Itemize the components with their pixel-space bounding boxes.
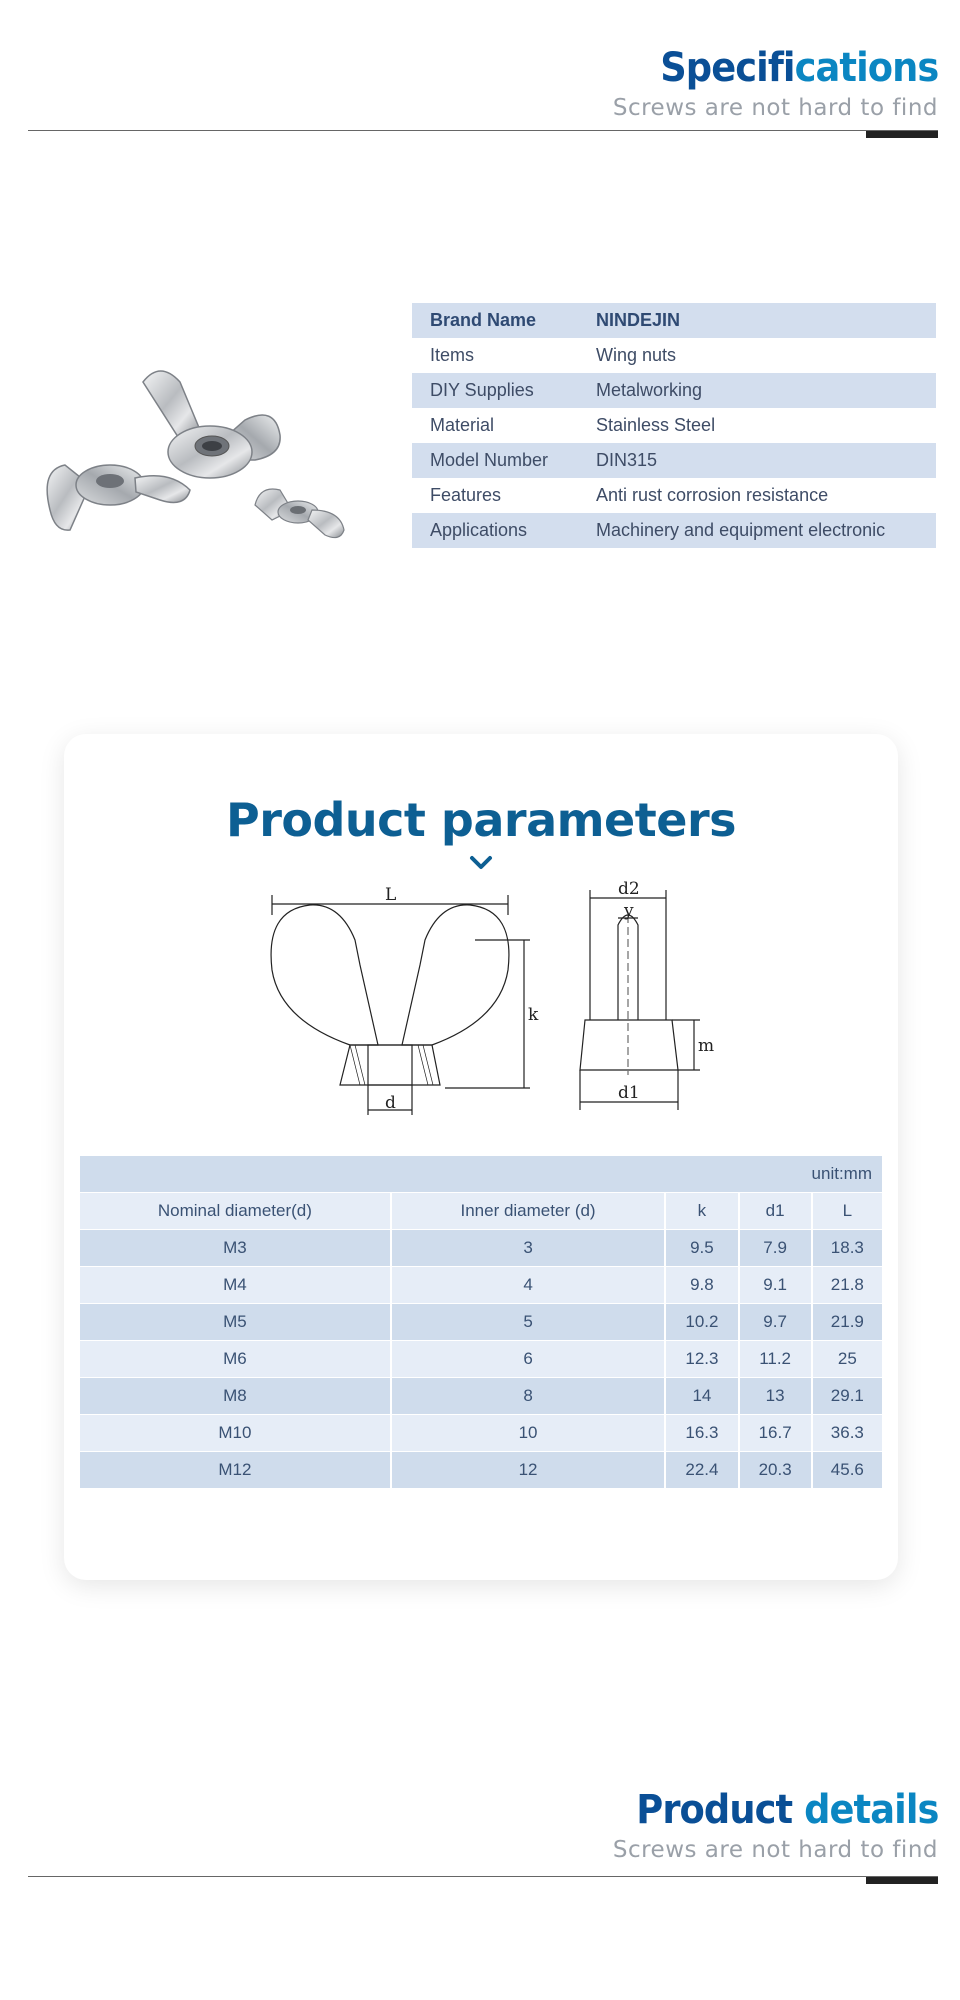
header-cell: d1 [740,1193,813,1230]
table-row [80,1452,882,1489]
header-cell: Inner diameter (d) [392,1193,667,1230]
spec-value: Metalworking [578,373,936,408]
product-details-divider-accent [866,1877,938,1884]
table-cell: 9.7 [740,1304,813,1341]
header-cell: k [666,1193,739,1230]
specifications-title [660,44,938,92]
table-row [80,1230,882,1267]
spec-key: Items [412,338,578,373]
product-details-title [636,1786,938,1834]
specifications-divider [28,130,938,131]
table-cell: M4 [80,1267,392,1304]
label-y: y [624,901,634,921]
table-cell: 5 [392,1304,667,1341]
spec-value: NINDEJIN [578,303,936,338]
spec-value: Machinery and equipment electronic [578,513,936,548]
table-cell: M5 [80,1304,392,1341]
table-cell: 8 [392,1378,667,1415]
table-cell: 21.8 [813,1267,882,1304]
spec-row [412,408,936,443]
spec-key: Applications [412,513,578,548]
spec-row [412,303,936,338]
table-row [80,1341,882,1378]
spec-row [412,373,936,408]
unit-label: unit:mm [80,1156,882,1193]
table-cell: 10 [392,1415,667,1452]
table-cell: 4 [392,1267,667,1304]
table-cell: 22.4 [666,1452,739,1489]
spec-value: Wing nuts [578,338,936,373]
spec-value: DIN315 [578,443,936,478]
spec-key: Material [412,408,578,443]
spec-row [412,513,936,548]
spec-key: DIY Supplies [412,373,578,408]
specifications-table [412,303,936,548]
product-parameters-title: Product parameters [225,793,737,847]
table-header-row [80,1193,882,1230]
table-row [80,1304,882,1341]
chevron-down-icon [469,855,493,871]
table-cell: 45.6 [813,1452,882,1489]
table-cell: 16.7 [740,1415,813,1452]
spec-row [412,338,936,373]
table-cell: 13 [740,1378,813,1415]
specifications-title-part1: Specifi [659,45,795,91]
spec-row [412,443,936,478]
label-d: d [385,1093,396,1113]
label-m: m [698,1036,715,1056]
specifications-subtitle: Screws are not hard to find [612,95,938,121]
unit-row [80,1156,882,1193]
table-cell: M10 [80,1415,392,1452]
label-L: L [385,885,397,905]
small-wing-nut [255,489,344,538]
product-details-divider [28,1876,938,1877]
table-cell: M12 [80,1452,392,1489]
table-cell: 14 [666,1378,739,1415]
table-cell: 10.2 [666,1304,739,1341]
spec-key: Features [412,478,578,513]
table-cell: 7.9 [740,1230,813,1267]
label-d2: d2 [618,879,640,899]
label-d1: d1 [618,1083,640,1103]
header-cell: L [813,1193,882,1230]
table-cell: M8 [80,1378,392,1415]
spec-row [412,478,936,513]
table-cell: M3 [80,1230,392,1267]
spec-value: Anti rust corrosion resistance [578,478,936,513]
table-cell: 3 [392,1230,667,1267]
table-row [80,1415,882,1452]
wing-nut-product-image [40,360,370,600]
specifications-divider-accent [866,131,938,138]
product-details-title-part1: Product [635,1787,804,1833]
table-cell: 18.3 [813,1230,882,1267]
table-cell: 6 [392,1341,667,1378]
table-cell: 20.3 [740,1452,813,1489]
table-cell: M6 [80,1341,392,1378]
header-cell: Nominal diameter(d) [80,1193,392,1230]
table-cell: 21.9 [813,1304,882,1341]
spec-key: Model Number [412,443,578,478]
table-cell: 9.8 [666,1267,739,1304]
table-cell: 16.3 [666,1415,739,1452]
table-cell: 29.1 [813,1378,882,1415]
table-cell: 12 [392,1452,667,1489]
table-cell: 12.3 [666,1341,739,1378]
table-cell: 9.1 [740,1267,813,1304]
spec-value: Stainless Steel [578,408,936,443]
table-cell: 9.5 [666,1230,739,1267]
product-details-title-part2: details [803,1787,938,1833]
specifications-title-part2: cations [794,45,938,91]
table-cell: 25 [813,1341,882,1378]
label-k: k [528,1005,539,1025]
table-row [80,1378,882,1415]
table-cell: 36.3 [813,1415,882,1452]
table-cell: 11.2 [740,1341,813,1378]
size-parameters-table [80,1156,882,1489]
left-wing-nut [47,465,190,530]
product-details-subtitle: Screws are not hard to find [612,1837,938,1863]
large-wing-nut [143,371,280,478]
spec-key: Brand Name [412,303,578,338]
wing-nut-technical-drawing [260,870,740,1130]
table-row [80,1267,882,1304]
